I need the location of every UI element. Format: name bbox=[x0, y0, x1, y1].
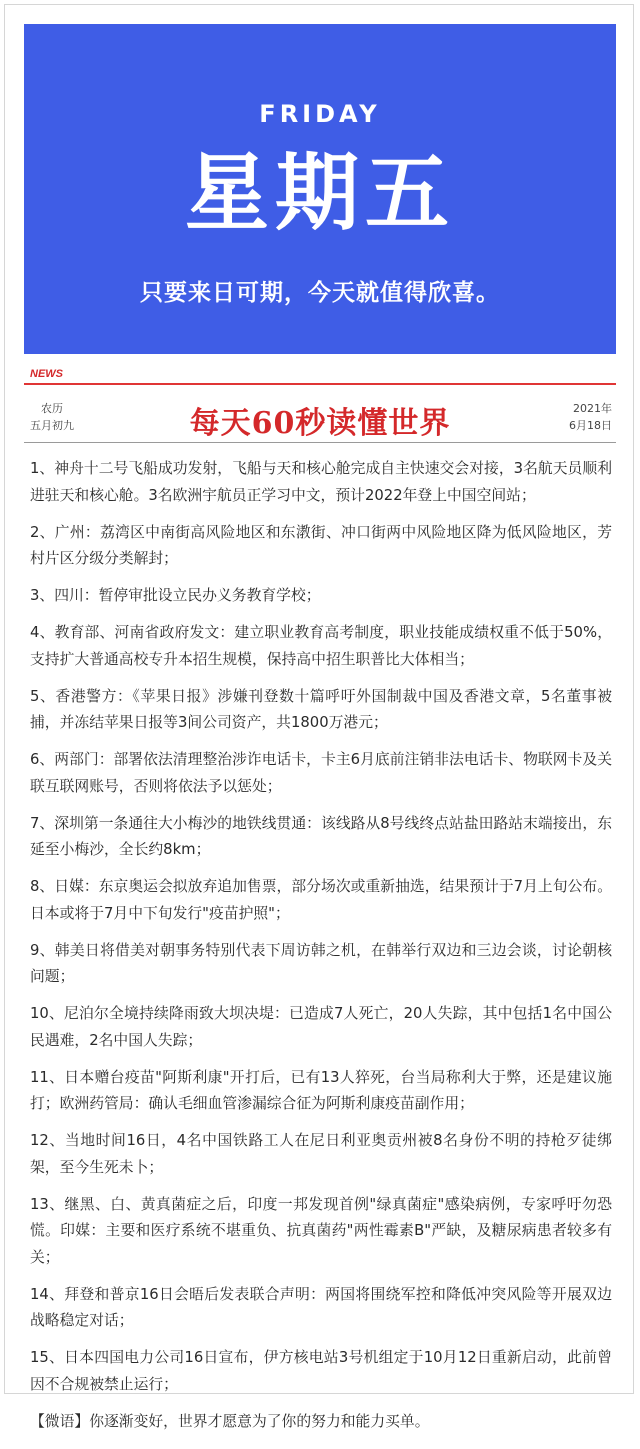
news-item-8: 8、日媒：东京奥运会拟放弃追加售票，部分场次或重新抽选，结果预计于7月上旬公布。日本或将于7月中下旬发行"疫苗护照"； bbox=[30, 878, 612, 922]
news-item-4: 4、教育部、河南省政府发文：建立职业教育高考制度，职业技能成绩权重不低于50%，支持扩大普通高校专升本招生规模，保持高中招生职普比大体相当； bbox=[30, 624, 612, 668]
news-item-2: 2、广州：荔湾区中南街高风险地区和东漖街、冲口街两中风险地区降为低风险地区，芳村片区分级分类解封； bbox=[30, 523, 612, 567]
news-item-9: 9、韩美日将借美对朝事务特别代表下周访韩之机，在韩举行双边和三边会谈，讨论朝核问题； bbox=[30, 941, 612, 985]
gregorian-date-block bbox=[569, 400, 612, 434]
news-item-15: 15、日本四国电力公司16日宣布，伊方核电站3号机组定于10月12日重新启动，此前曾因不合规被禁止运行； bbox=[30, 1349, 612, 1393]
masthead-top-divider bbox=[24, 383, 616, 385]
news-item-12: 12、当地时间16日，4名中国铁路工人在尼日利亚奥贡州被8名身份不明的持枪歹徒绑架，至今生死未卜； bbox=[30, 1132, 612, 1176]
banner-day-en: FRIDAY bbox=[259, 100, 381, 128]
header-banner bbox=[24, 24, 616, 354]
masthead-bottom-divider bbox=[24, 442, 616, 443]
news-tag: NEWS bbox=[30, 368, 63, 380]
banner-day-cn: 星期五 bbox=[184, 144, 455, 242]
news-item-13: 13、继黑、白、黄真菌症之后，印度一邦发现首例"绿真菌症"感染病例，专家呼吁勿恐慌。印媒：主要和医疗系统不堪重负、抗真菌药"两性霉素B"严缺，及糖尿病患者较多有关； bbox=[30, 1195, 612, 1266]
news-item-5: 5、香港警方：《苹果日报》涉嫌刊登数十篇呼吁外国制裁中国及香港文章，5名董事被捕，并冻结苹果日报等3间公司资产，共1800万港元； bbox=[30, 687, 612, 731]
news-item-7: 7、深圳第一条通往大小梅沙的地铁线贯通：该线路从8号线终点站盐田路站末端接出，东延至小梅沙，全长约8km； bbox=[30, 814, 612, 858]
masthead-title: 每天60秒读懂世界 bbox=[189, 406, 451, 441]
date-year: 2021年 bbox=[573, 402, 612, 415]
news-item-1: 1、神舟十二号飞船成功发射，飞船与天和核心舱完成自主快速交会对接，3名航天员顺利进驻天和核心舱。3名欧洲宇航员正学习中文，预计2022年登上中国空间站； bbox=[30, 460, 612, 504]
date-day: 6月18日 bbox=[569, 419, 612, 432]
lunar-date: 五月初九 bbox=[30, 419, 74, 432]
banner-slogan: 只要来日可期，今天就值得欣喜。 bbox=[140, 280, 500, 306]
lunar-label: 农历 bbox=[41, 402, 63, 415]
news-item-11: 11、日本赠台疫苗"阿斯利康"开打后，已有13人猝死，台当局称利大于弊，还是建议施打；欧洲药管局：确认毛细血管渗漏综合征为阿斯利康疫苗副作用； bbox=[30, 1068, 612, 1112]
news-list bbox=[30, 456, 612, 1449]
news-item-10: 10、尼泊尔全境持续降雨致大坝决堤：已造成7人死亡，20人失踪，其中包括1名中国公民遇难，2名中国人失踪； bbox=[30, 1005, 612, 1049]
news-item-3: 3、四川：暂停审批设立民办义务教育学校； bbox=[30, 587, 321, 604]
news-item-14: 14、拜登和普京16日会晤后发表联合声明：两国将围绕军控和降低冲突风险等开展双边战略稳定对话； bbox=[30, 1285, 612, 1329]
closing-quote: 【微语】你逐渐变好，世界才愿意为了你的努力和能力买单。 bbox=[30, 1412, 430, 1430]
news-item-6: 6、两部门：部署依法清理整治涉诈电话卡，卡主6月底前注销非法电话卡、物联网卡及关联互联网账号，否则将依法予以惩处； bbox=[30, 751, 612, 795]
